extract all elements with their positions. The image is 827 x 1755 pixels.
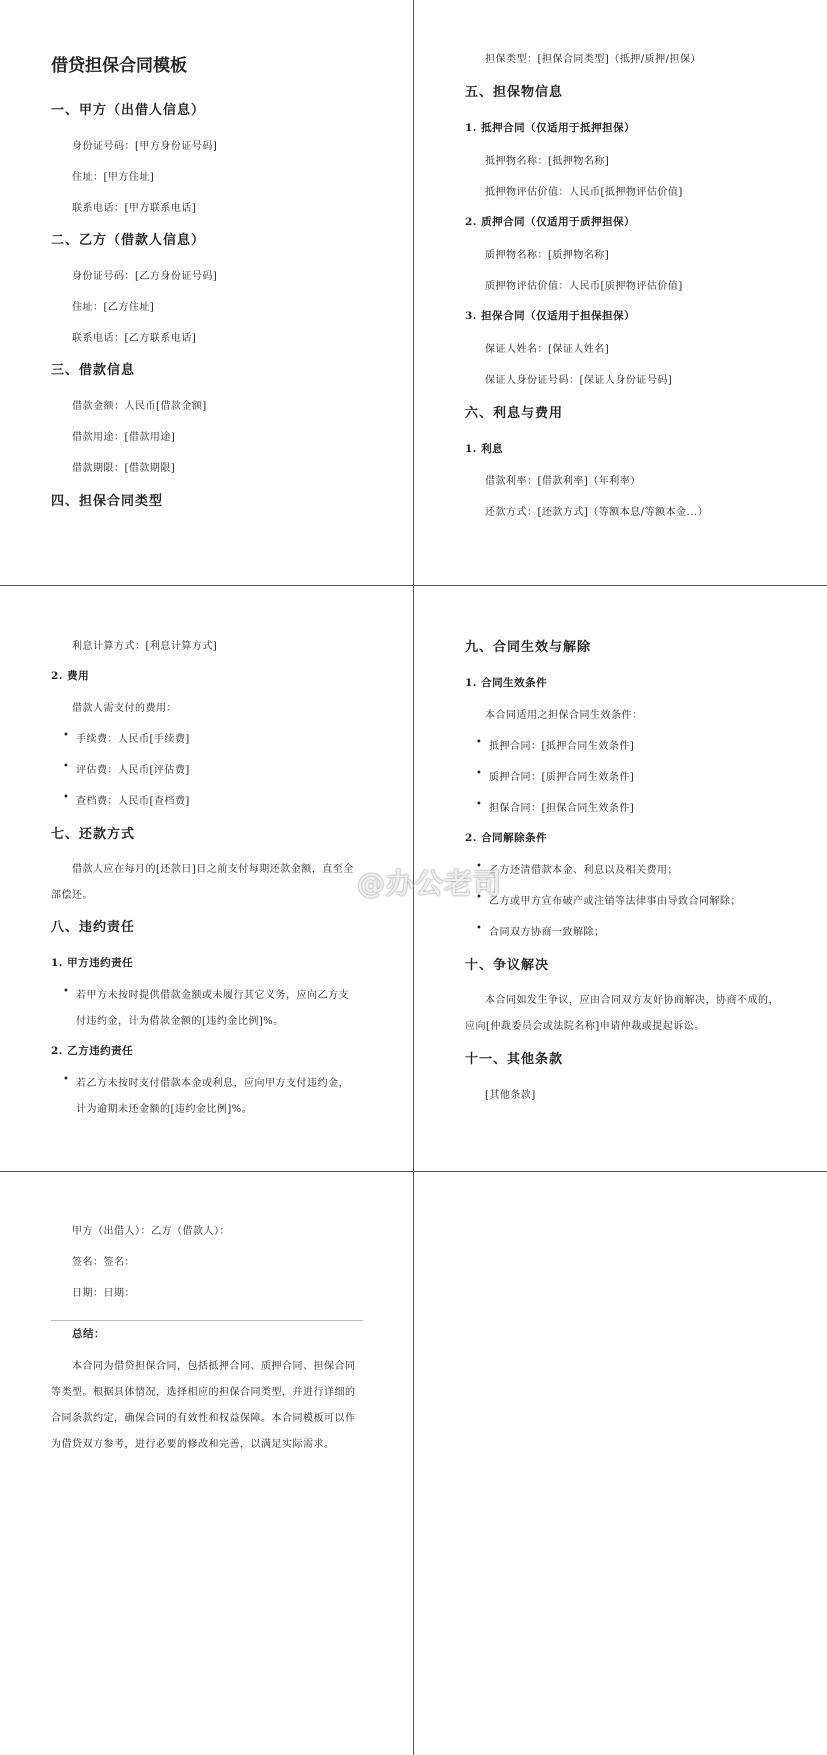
subsection-heading: 2. 合同解除条件 (465, 832, 548, 844)
field-line: [其他条款] (485, 1090, 536, 1101)
list-item-continued: 付违约金，计为借款金额的[违约金比例]%。 (76, 1016, 284, 1027)
summary-line: 为借贷双方参考，进行必要的修改和完善，以满足实际需求。 (51, 1439, 335, 1450)
field-line: 本合同适用之担保合同生效条件： (485, 710, 643, 721)
list-item: • 手续费：人民币[手续费] (76, 730, 190, 745)
page-3 (0, 586, 413, 1171)
field-line: 保证人姓名：[保证人姓名] (485, 344, 610, 355)
signature-parties: 甲方（出借人）：乙方（借款人）： (72, 1226, 230, 1237)
signature-line: 签名：签名： (72, 1257, 135, 1268)
field-line: 抵押物名称：[抵押物名称] (485, 156, 610, 167)
subsection-heading: 2. 费用 (51, 670, 90, 682)
page-6-blank (414, 1172, 827, 1755)
subsection-heading: 1. 甲方违约责任 (51, 957, 134, 969)
section-heading: 十、争议解决 (465, 958, 550, 973)
subsection-heading: 3. 担保合同（仅适用于担保担保） (465, 310, 636, 322)
list-item: • 担保合同：[担保合同生效条件] (489, 799, 634, 814)
field-line: 担保类型：[担保合同类型]（抵押/质押/担保） (485, 54, 702, 65)
page-5 (0, 1172, 413, 1755)
list-item-continued: 计为逾期未还金额的[违约金比例]%。 (76, 1104, 253, 1115)
field-line: 联系电话：[甲方联系电话] (72, 203, 197, 214)
section-heading: 六、利息与费用 (465, 406, 564, 421)
page-2 (414, 0, 827, 585)
divider (51, 1320, 363, 1321)
list-item: • 若甲方未按时提供借款金额或未履行其它义务，应向乙方支 (76, 986, 349, 1001)
section-heading: 二、乙方（借款人信息） (51, 233, 206, 248)
subsection-heading: 1. 利息 (465, 443, 504, 455)
watermark: @办公老司 (357, 867, 503, 900)
subsection-heading: 1. 抵押合同（仅适用于抵押担保） (465, 122, 636, 134)
field-line: 借款金额：人民币[借款金额] (72, 401, 207, 412)
field-line: 借款期限：[借款期限] (72, 463, 176, 474)
list-item: • 乙方还清借款本金、利息以及相关费用； (489, 861, 678, 876)
list-item: • 质押合同：[质押合同生效条件] (489, 768, 634, 783)
field-line: 借款人需支付的费用： (72, 703, 177, 714)
field-line: 住址：[乙方住址] (72, 302, 155, 313)
field-line: 借款用途：[借款用途] (72, 432, 176, 443)
section-heading: 九、合同生效与解除 (465, 640, 592, 655)
section-heading: 七、还款方式 (51, 827, 136, 842)
list-item: • 合同双方协商一致解除； (489, 923, 605, 938)
summary-line: 合同条款约定，确保合同的有效性和权益保障。本合同模板可以作 (51, 1413, 356, 1424)
page-divider-horizontal (0, 585, 827, 586)
list-item: • 乙方或甲方宣布破产或注销等法律事由导致合同解除； (489, 892, 741, 907)
field-line: 质押物名称：[质押物名称] (485, 250, 610, 261)
paragraph-line: 本合同如发生争议，应由合同双方友好协商解决，协商不成的， (485, 995, 779, 1006)
list-item: • 评估费：人民币[评估费] (76, 761, 190, 776)
field-line: 身份证号码：[乙方身份证号码] (72, 271, 218, 282)
section-heading: 一、甲方（出借人信息） (51, 103, 206, 118)
summary-label: 总结： (72, 1328, 105, 1340)
paragraph-line: 借款人应在每月的[还款日]日之前支付每期还款金额，直至全 (72, 864, 354, 875)
field-line: 住址：[甲方住址] (72, 172, 155, 183)
section-heading: 八、违约责任 (51, 920, 136, 935)
section-heading: 三、借款信息 (51, 363, 136, 378)
list-item: • 抵押合同：[抵押合同生效条件] (489, 737, 634, 752)
field-line: 联系电话：[乙方联系电话] (72, 333, 197, 344)
field-line: 质押物评估价值：人民币[质押物评估价值] (485, 281, 683, 292)
field-line: 还款方式：[还款方式]（等额本息/等额本金...） (485, 507, 709, 518)
document-title: 借贷担保合同模板 (51, 56, 187, 76)
section-heading: 四、担保合同类型 (51, 494, 164, 509)
field-line: 保证人身份证号码：[保证人身份证号码] (485, 375, 673, 386)
page-divider-horizontal (0, 1171, 827, 1172)
section-heading: 五、担保物信息 (465, 85, 564, 100)
subsection-heading: 2. 质押合同（仅适用于质押担保） (465, 216, 636, 228)
list-item: • 查档费：人民币[查档费] (76, 792, 190, 807)
list-item: • 若乙方未按时支付借款本金或利息，应向甲方支付违约金， (76, 1074, 349, 1089)
field-line: 利息计算方式：[利息计算方式] (72, 641, 218, 652)
summary-line: 等类型。根据具体情况，选择相应的担保合同类型，并进行详细的 (51, 1387, 356, 1398)
subsection-heading: 2. 乙方违约责任 (51, 1045, 134, 1057)
field-line: 抵押物评估价值：人民币[抵押物评估价值] (485, 187, 683, 198)
subsection-heading: 1. 合同生效条件 (465, 677, 548, 689)
field-line: 身份证号码：[甲方身份证号码] (72, 141, 218, 152)
date-line: 日期：日期： (72, 1288, 135, 1299)
section-heading: 十一、其他条款 (465, 1052, 564, 1067)
paragraph-line: 应向[仲裁委员会或法院名称]申请仲裁或提起诉讼。 (465, 1021, 705, 1032)
paragraph-line: 部偿还。 (51, 890, 93, 901)
field-line: 借款利率：[借款利率]（年利率） (485, 476, 641, 487)
page-1 (0, 0, 413, 585)
summary-line: 本合同为借贷担保合同，包括抵押合同、质押合同、担保合同 (72, 1361, 356, 1372)
